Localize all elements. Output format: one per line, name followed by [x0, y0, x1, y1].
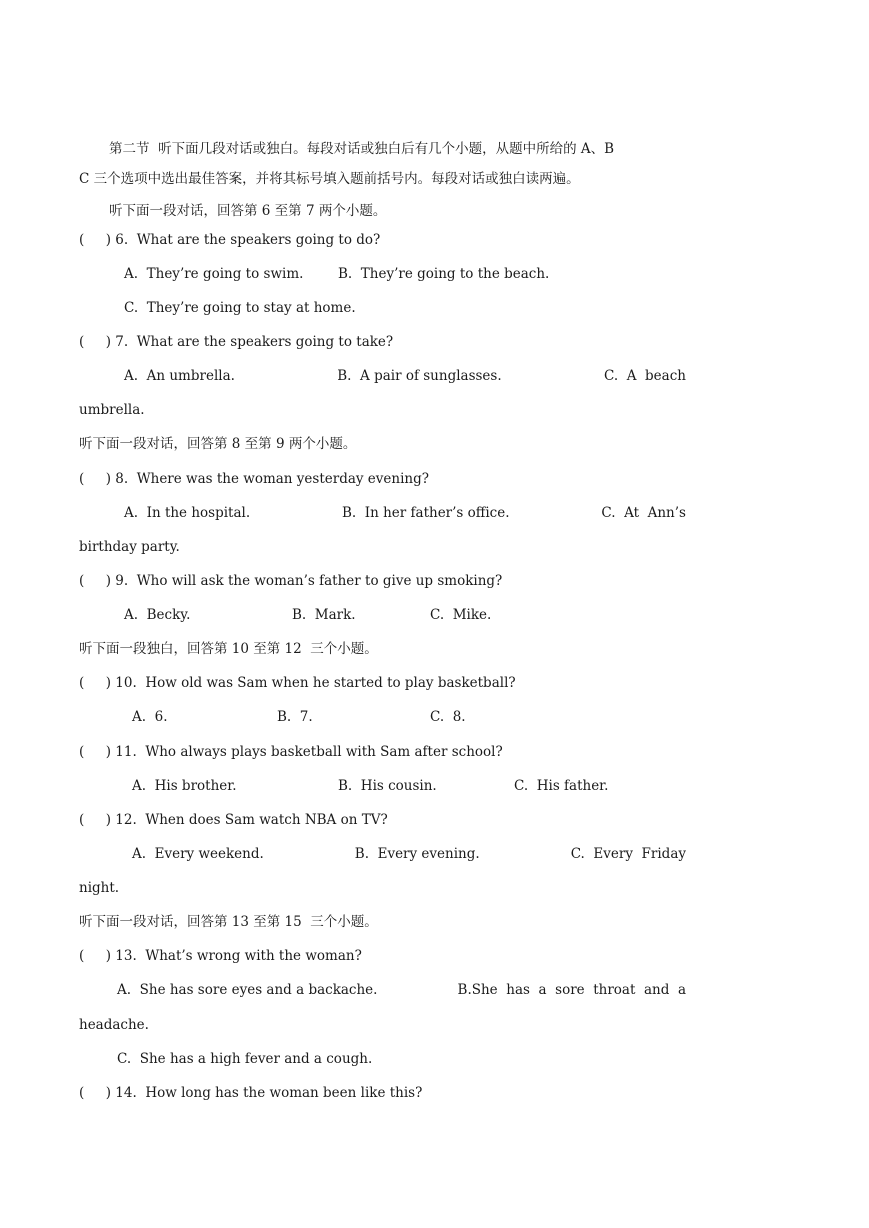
question-6-option-c[interactable]: C. They’re going to stay at home. [124, 300, 356, 316]
question-8-stem: ( ) 8. Where was the woman yesterday evening? [79, 471, 429, 487]
question-12-stem: ( ) 12. When does Sam watch NBA on TV? [79, 812, 388, 828]
question-11-stem: ( ) 11. Who always plays basketball with Sam after school? [79, 744, 503, 760]
question-13-option-a[interactable]: A. She has sore eyes and a backache. [117, 982, 378, 998]
question-6-stem: ( ) 6. What are the speakers going to do? [79, 232, 381, 248]
question-8-option-c-continued: birthday party. [79, 539, 180, 555]
group-instruction-10-12: 听下面一段独白，回答第 10 至第 12 三个小题。 [79, 641, 378, 657]
question-8-option-a[interactable]: A. In the hospital. [124, 505, 251, 521]
question-8-options-row [124, 504, 686, 522]
section-intro-line2: C 三个选项中选出最佳答案，并将其标号填入题前括号内。每段对话或独白读两遍。 [79, 171, 580, 187]
question-10-option-c[interactable]: C. 8. [430, 709, 466, 725]
question-11-option-b[interactable]: B. His cousin. [338, 778, 437, 794]
section-intro-line1: 第二节 听下面几段对话或独白。每段对话或独白后有几个小题，从题中所给的 A、B [109, 141, 615, 157]
question-12-option-b[interactable]: B. Every evening. [354, 846, 480, 862]
question-9-option-b[interactable]: B. Mark. [292, 607, 356, 623]
question-11-option-a[interactable]: A. His brother. [132, 778, 237, 794]
question-10-option-b[interactable]: B. 7. [277, 709, 313, 725]
question-13-option-b[interactable]: B.She has a sore throat and a [457, 982, 686, 998]
question-10-stem: ( ) 10. How old was Sam when he started to play basketball? [79, 675, 516, 691]
question-9-option-a[interactable]: A. Becky. [124, 607, 191, 623]
question-7-option-a[interactable]: A. An umbrella. [124, 368, 235, 384]
question-11-option-c[interactable]: C. His father. [514, 778, 609, 794]
question-12-option-c-continued: night. [79, 880, 120, 896]
question-7-option-b[interactable]: B. A pair of sunglasses. [337, 368, 502, 384]
question-12-option-a[interactable]: A. Every weekend. [132, 846, 264, 862]
group-instruction-6-7: 听下面一段对话，回答第 6 至第 7 两个小题。 [109, 203, 387, 219]
question-6-option-b[interactable]: B. They’re going to the beach. [338, 266, 550, 282]
group-instruction-8-9: 听下面一段对话，回答第 8 至第 9 两个小题。 [79, 436, 357, 452]
question-14-stem: ( ) 14. How long has the woman been like this? [79, 1085, 423, 1101]
question-13-options-row [117, 981, 686, 999]
question-8-option-c[interactable]: C. At Ann’s [601, 505, 686, 521]
question-8-option-b[interactable]: B. In her father’s office. [341, 505, 510, 521]
question-7-stem: ( ) 7. What are the speakers going to take? [79, 334, 394, 350]
group-instruction-13-15: 听下面一段对话，回答第 13 至第 15 三个小题。 [79, 914, 378, 930]
question-7-option-c[interactable]: C. A beach [603, 368, 686, 384]
question-6-option-a[interactable]: A. They’re going to swim. [124, 266, 304, 282]
question-12-option-c[interactable]: C. Every Friday [570, 846, 686, 862]
question-9-option-c[interactable]: C. Mike. [430, 607, 492, 623]
question-12-options-row [132, 845, 686, 863]
question-10-option-a[interactable]: A. 6. [132, 709, 168, 725]
question-13-option-c[interactable]: C. She has a high fever and a cough. [117, 1051, 373, 1067]
question-7-options-row [124, 367, 686, 385]
question-7-option-c-continued: umbrella. [79, 402, 145, 418]
question-13-option-b-continued: headache. [79, 1017, 149, 1033]
question-9-stem: ( ) 9. Who will ask the woman’s father to give up smoking? [79, 573, 503, 589]
question-13-stem: ( ) 13. What’s wrong with the woman? [79, 948, 362, 964]
